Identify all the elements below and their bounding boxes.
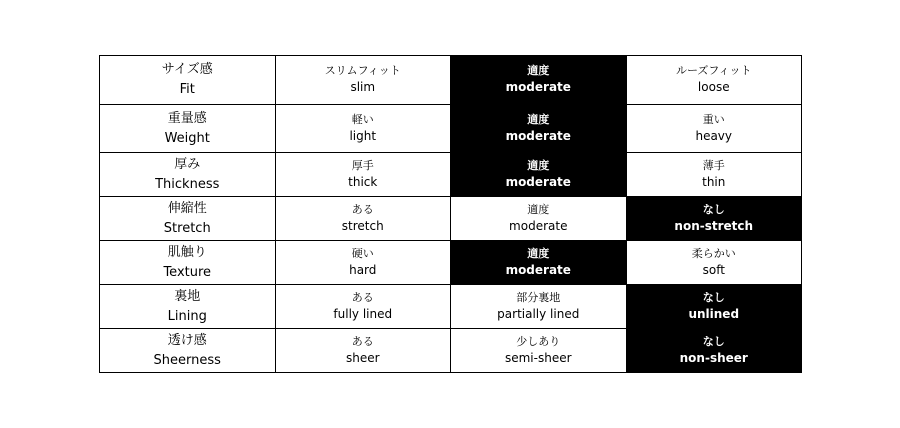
spec-label-cell	[100, 329, 276, 373]
spec-label-jp: 重量感	[167, 110, 207, 126]
option-jp: 柔らかい	[691, 246, 736, 260]
option-cell	[451, 105, 627, 153]
spec-label-cell	[100, 285, 276, 329]
option-jp: 適度	[527, 112, 550, 126]
spec-label-jp: サイズ感	[161, 62, 213, 78]
option-en: light	[349, 128, 377, 143]
option-en: thin	[702, 174, 726, 189]
spec-label-en: Fit	[179, 82, 195, 97]
option-en: soft	[702, 262, 725, 277]
option-en: semi-sheer	[504, 350, 572, 365]
option-cell	[451, 197, 627, 241]
product-spec-table	[99, 55, 802, 373]
option-en: unlined	[688, 306, 740, 321]
option-cell	[626, 153, 802, 197]
option-en: loose	[697, 80, 730, 95]
option-cell	[626, 285, 802, 329]
spec-label-jp: 裏地	[174, 288, 201, 304]
spec-label-cell	[100, 153, 276, 197]
option-en: slim	[350, 80, 376, 95]
spec-label-cell	[100, 105, 276, 153]
option-en: non-sheer	[679, 350, 748, 365]
spec-row-texture	[100, 241, 802, 285]
option-jp: なし	[702, 290, 725, 304]
spec-label-en: Lining	[167, 308, 207, 324]
option-cell	[451, 241, 627, 285]
option-jp: スリムフィット	[324, 64, 401, 78]
option-en: moderate	[505, 128, 571, 143]
spec-label-en: Sheerness	[153, 352, 221, 368]
option-jp: 適度	[527, 246, 550, 260]
spec-row-fit	[100, 56, 802, 105]
spec-row-weight	[100, 105, 802, 153]
spec-label-jp: 伸縮性	[167, 200, 207, 216]
option-cell	[275, 241, 451, 285]
option-jp: 適度	[527, 64, 550, 78]
option-en: heavy	[695, 128, 733, 143]
option-jp: ある	[351, 290, 374, 304]
option-cell	[451, 329, 627, 373]
option-jp: ある	[351, 334, 374, 348]
spec-label-jp: 厚み	[174, 156, 201, 172]
option-jp: 軽い	[351, 112, 374, 126]
option-cell	[451, 56, 627, 105]
option-cell	[275, 197, 451, 241]
spec-label-cell	[100, 197, 276, 241]
option-en: hard	[349, 262, 377, 277]
option-cell	[626, 197, 802, 241]
spec-label-en: Weight	[164, 130, 210, 146]
option-cell	[275, 329, 451, 373]
spec-row-lining	[100, 285, 802, 329]
spec-label-jp: 透け感	[167, 332, 207, 348]
spec-row-sheerness	[100, 329, 802, 373]
option-jp: なし	[702, 334, 725, 348]
option-jp: なし	[702, 202, 725, 216]
option-cell	[275, 153, 451, 197]
spec-label-en: Thickness	[155, 176, 220, 192]
spec-label-cell	[100, 56, 276, 105]
option-cell	[626, 329, 802, 373]
option-en: moderate	[505, 174, 571, 189]
spec-label-en: Stretch	[163, 220, 211, 236]
option-en: moderate	[509, 218, 568, 233]
option-cell	[626, 56, 802, 105]
option-en: non-stretch	[674, 218, 754, 233]
spec-label-jp: 肌触り	[167, 244, 207, 260]
option-jp: ある	[351, 202, 374, 216]
option-jp: 適度	[527, 158, 550, 172]
option-cell	[451, 153, 627, 197]
option-jp: 厚手	[351, 158, 374, 172]
option-jp: 硬い	[351, 246, 374, 260]
spec-row-thickness	[100, 153, 802, 197]
option-cell	[275, 56, 451, 105]
option-en: fully lined	[333, 306, 393, 321]
spec-label-en: Texture	[163, 264, 212, 280]
option-en: partially lined	[497, 306, 580, 321]
option-cell	[626, 241, 802, 285]
option-jp: 適度	[527, 202, 550, 216]
option-cell	[626, 105, 802, 153]
option-en: moderate	[505, 262, 571, 277]
option-jp: 少しあり	[516, 334, 561, 348]
option-en: moderate	[505, 80, 571, 95]
spec-row-stretch	[100, 197, 802, 241]
option-jp: 部分裏地	[516, 290, 561, 304]
spec-label-cell	[100, 241, 276, 285]
option-cell	[275, 105, 451, 153]
option-cell	[451, 285, 627, 329]
option-jp: 薄手	[702, 158, 725, 172]
option-cell	[275, 285, 451, 329]
option-jp: 重い	[702, 112, 725, 126]
option-jp: ルーズフィット	[675, 64, 752, 78]
option-en: thick	[348, 174, 378, 189]
option-en: sheer	[345, 350, 380, 365]
option-en: stretch	[341, 218, 384, 233]
